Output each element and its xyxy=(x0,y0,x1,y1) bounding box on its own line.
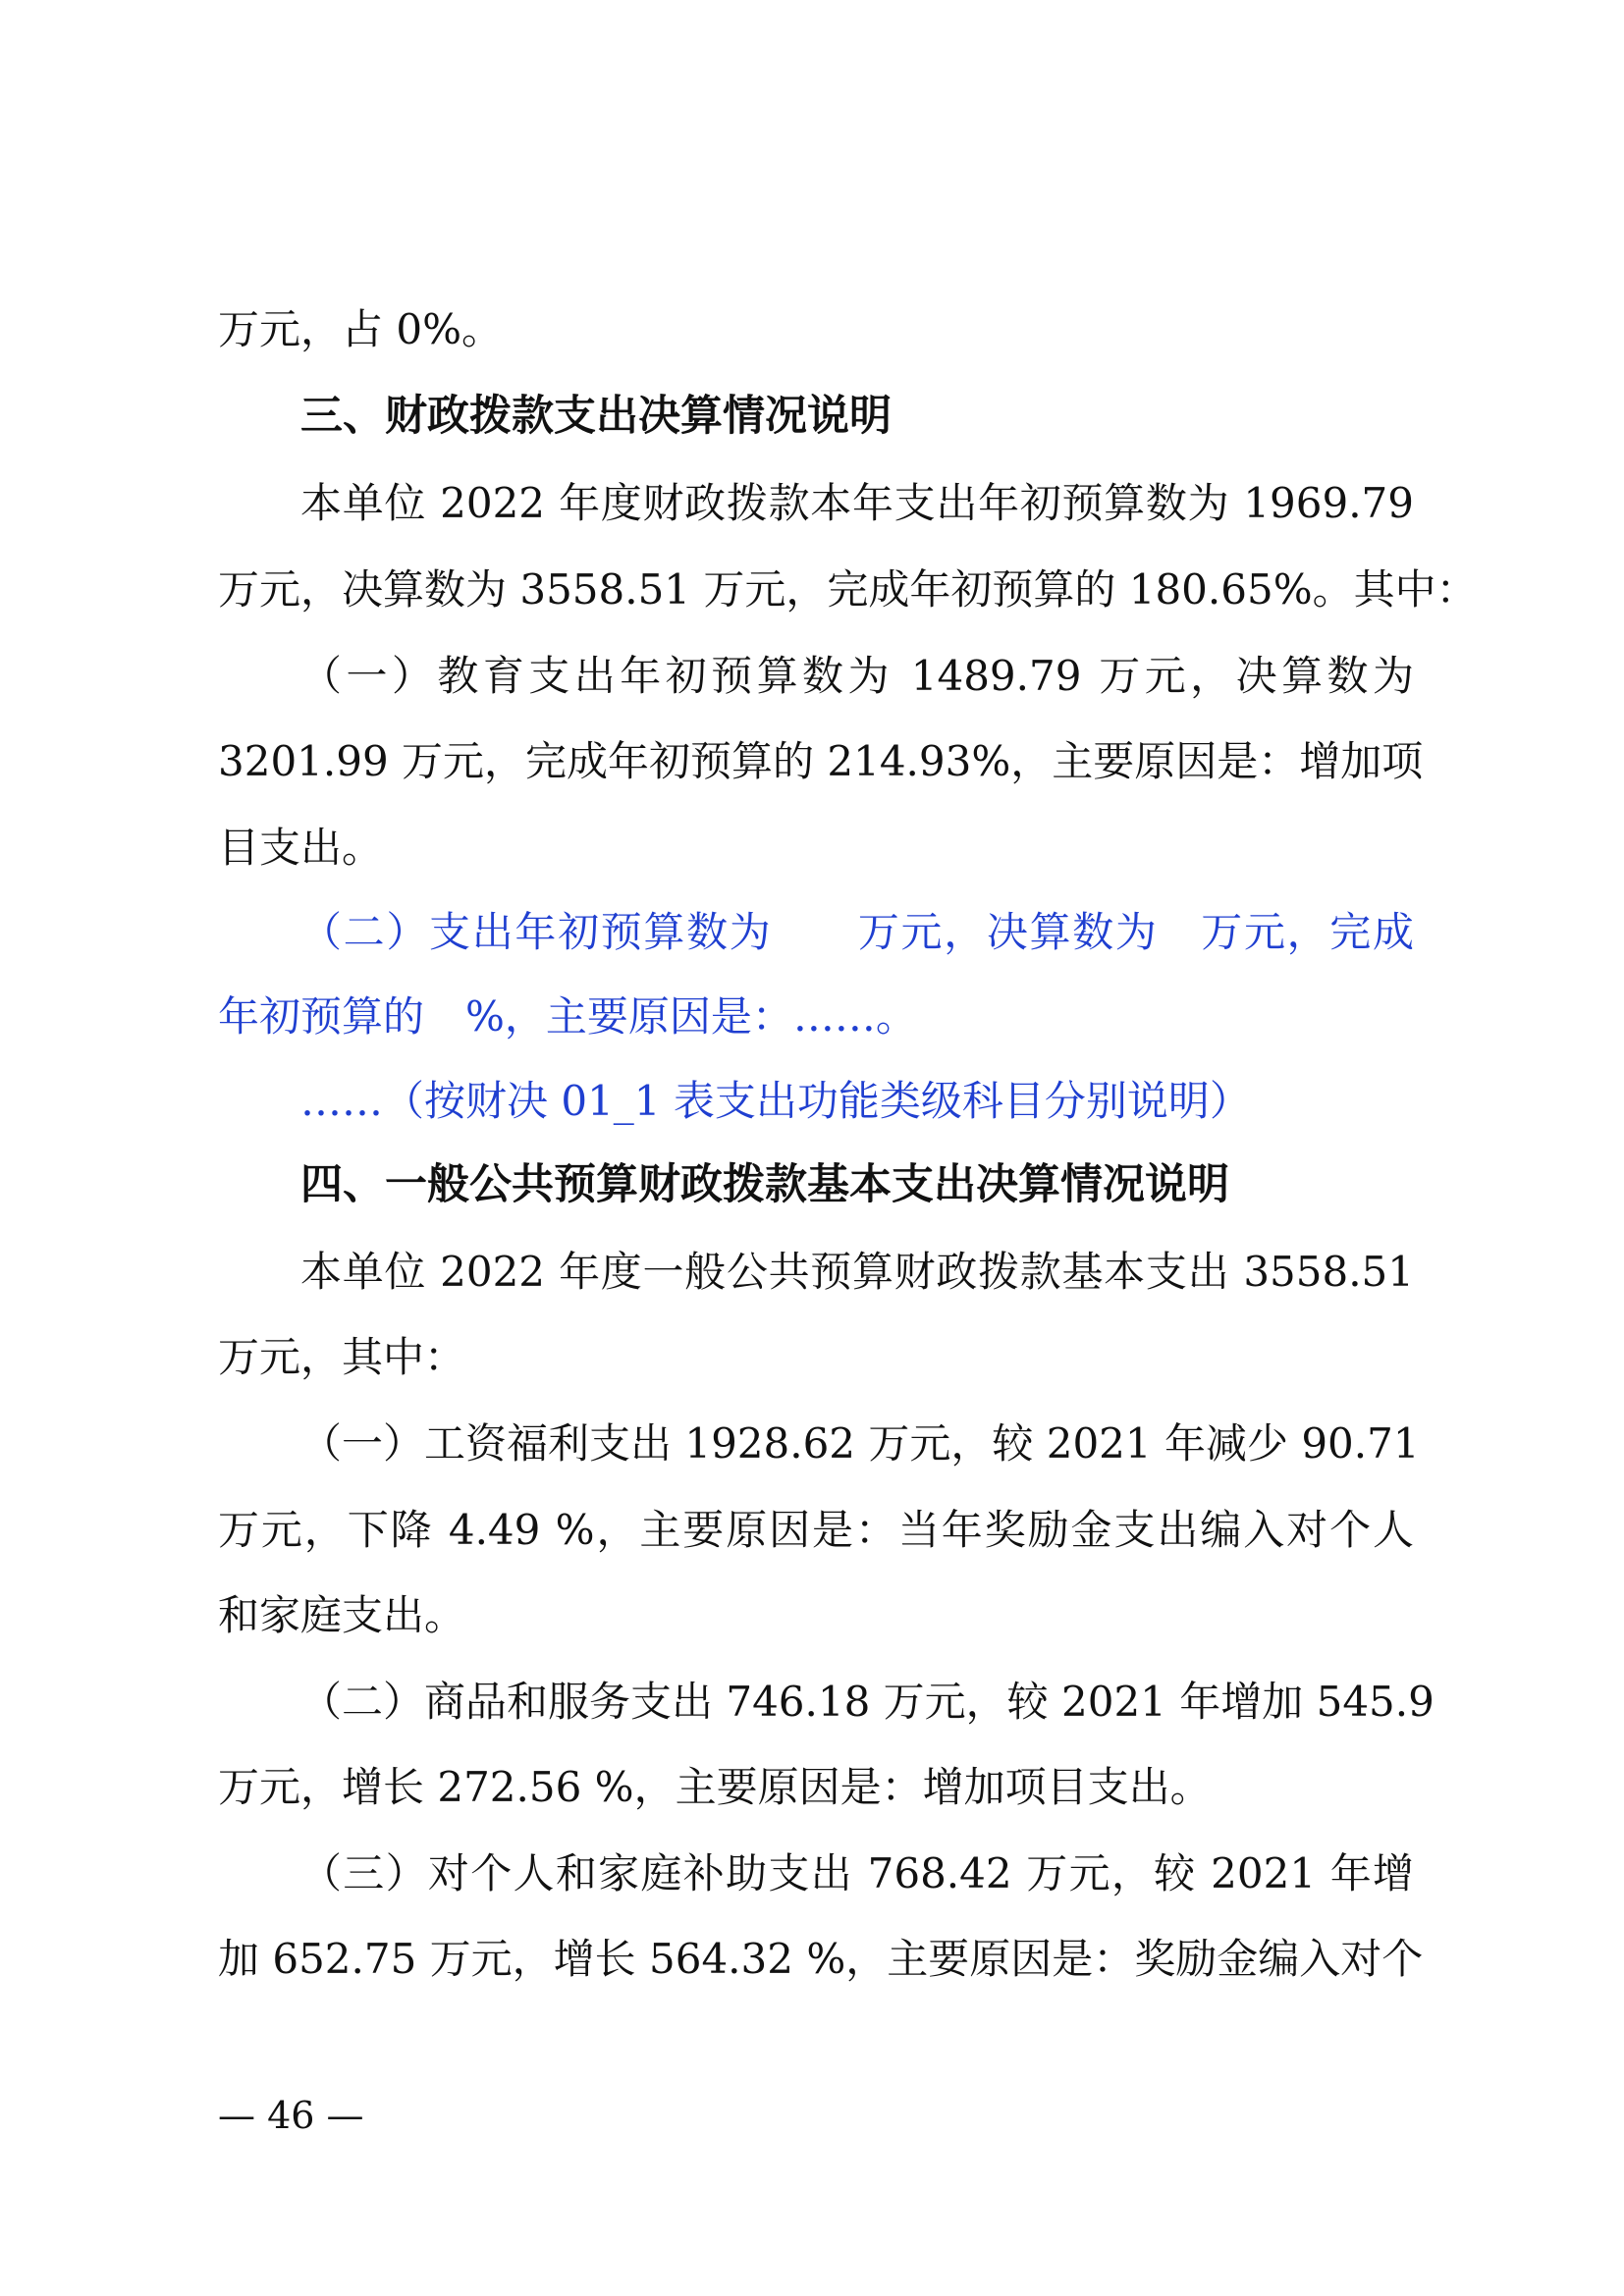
body-text-line: （二）商品和服务支出 746.18 万元，较 2021 年增加 545.9 xyxy=(300,1678,1435,1726)
body-text-line: （一）教育支出年初预算数为 1489.79 万元，决算数为 xyxy=(300,652,1414,700)
body-text-line: 加 652.75 万元，增长 564.32 %，主要原因是：奖励金编入对个 xyxy=(218,1935,1424,1983)
body-text-line: 万元，其中： xyxy=(218,1333,466,1381)
body-text-line: 万元，增长 272.56 %，主要原因是：增加项目支出。 xyxy=(218,1763,1212,1811)
body-text-line: （三）对个人和家庭补助支出 768.42 万元，较 2021 年增 xyxy=(300,1849,1414,1897)
template-placeholder-line: （二）支出年初预算数为 万元，决算数为 万元，完成 xyxy=(300,908,1414,956)
body-text-line: （一）工资福利支出 1928.62 万元，较 2021 年减少 90.71 xyxy=(300,1419,1420,1468)
page-number: — 46 — xyxy=(218,2094,364,2137)
body-text-line: 本单位 2022 年度一般公共预算财政拨款基本支出 3558.51 xyxy=(300,1248,1414,1296)
section-heading-fiscal-expenditure: 三、财政拨款支出决算情况说明 xyxy=(300,392,892,441)
body-text-line: 本单位 2022 年度财政拨款本年支出年初预算数为 1969.79 xyxy=(300,479,1414,527)
body-text-line: 和家庭支出。 xyxy=(218,1591,466,1639)
template-instruction-line: ……（按财决 01_1 表支出功能类级科目分别说明） xyxy=(300,1077,1251,1125)
body-text-line: 3201.99 万元，完成年初预算的 214.93%，主要原因是：增加项 xyxy=(218,737,1424,785)
body-text-line: 万元，决算数为 3558.51 万元，完成年初预算的 180.65%。其中： xyxy=(218,565,1478,614)
body-text-line: 万元，下降 4.49 %，主要原因是：当年奖励金支出编入对个人 xyxy=(218,1506,1414,1554)
section-heading-basic-expenditure: 四、一般公共预算财政拨款基本支出决算情况说明 xyxy=(300,1160,1229,1209)
template-placeholder-line: 年初预算的 %，主要原因是：……。 xyxy=(218,992,917,1041)
body-text-line: 目支出。 xyxy=(218,824,384,872)
body-text-line: 万元，占 0%。 xyxy=(218,305,503,353)
